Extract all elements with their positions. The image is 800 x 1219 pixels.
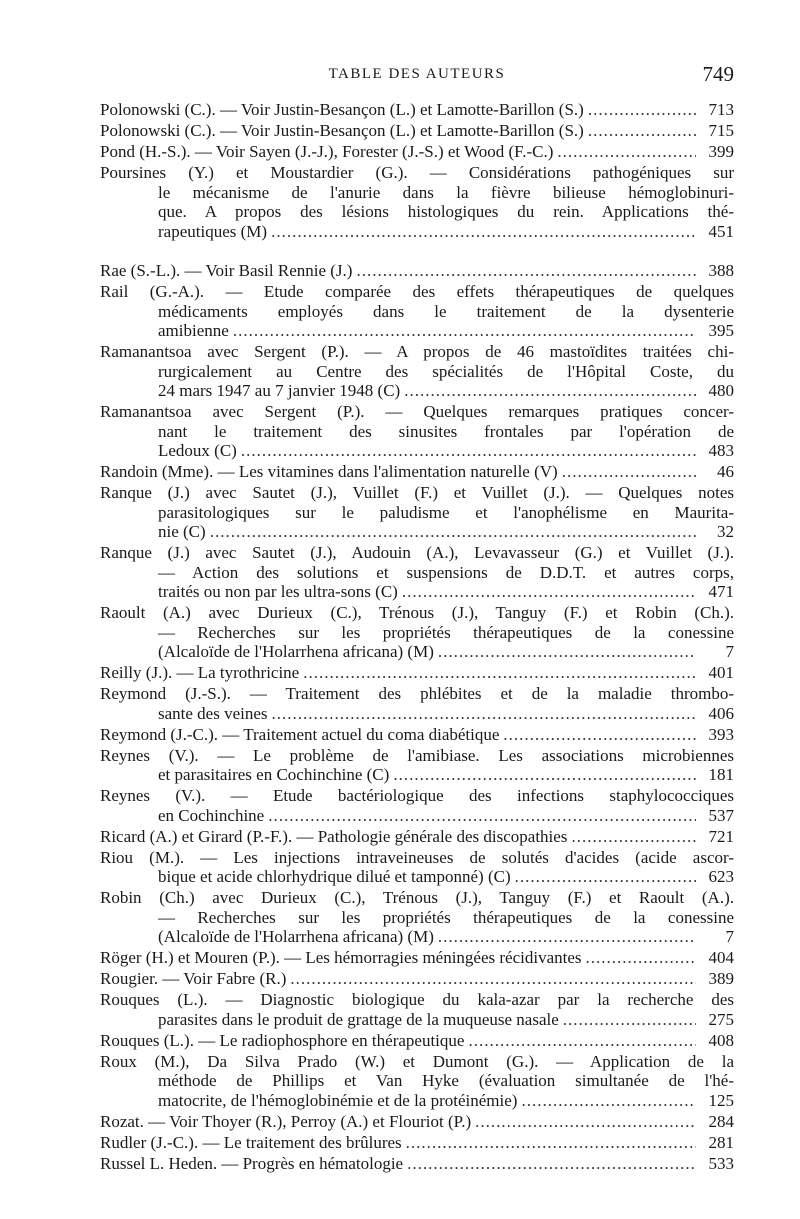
index-entry — [100, 543, 734, 602]
dot-leader — [393, 765, 696, 785]
entry-text: sante des veines — [158, 703, 268, 723]
entry-page-number: 721 — [708, 826, 734, 846]
entry-page-number: 404 — [708, 948, 734, 967]
dot-leader — [557, 142, 696, 162]
entry-text: Raoult (A.) avec Durieux (C.), Trénous (J.), Tanguy (F.) et Robin (Ch.). — [100, 603, 734, 622]
entry-page-number: 537 — [708, 805, 734, 825]
entry-line — [100, 623, 734, 643]
entry-page-number: 471 — [708, 582, 734, 601]
dot-leader — [588, 100, 696, 120]
index-entry — [100, 684, 734, 723]
entry-text: traités ou non par les ultra-sons (C) — [158, 582, 398, 601]
entry-line — [100, 543, 734, 563]
dot-leader — [210, 522, 696, 542]
entry-page-number: 284 — [708, 1111, 734, 1131]
entry-text: amibienne — [158, 321, 229, 340]
entry-text: Rudler (J.-C.). — Le traitement des brûlures — [100, 1132, 402, 1152]
entry-page-number: 388 — [708, 261, 734, 280]
entry-text: Polonowski (C.). — Voir Justin-Besançon (L.) et Lamotte-Barillon (S.) — [100, 100, 584, 119]
entry-line — [100, 1071, 734, 1091]
entry-page-number: 393 — [708, 724, 734, 744]
entry-page-number: 125 — [708, 1090, 734, 1110]
entry-line — [100, 142, 734, 162]
dot-leader — [290, 969, 696, 989]
dot-leader — [241, 441, 696, 461]
entry-text: nant le traitement des sinusites frontales par l'opération de — [158, 421, 734, 441]
entry-line — [100, 1010, 734, 1030]
index-entry — [100, 786, 734, 825]
entry-page-number: 399 — [708, 142, 734, 161]
entry-line — [100, 202, 734, 222]
entry-text: le mécanisme de l'anurie dans la fièvre bilieuse hémoglobinuri- — [158, 182, 734, 202]
dot-leader — [438, 927, 696, 947]
entry-text: — Recherches sur les propriétés thérapeutiques de la conessine — [158, 907, 734, 927]
dot-leader — [475, 1112, 696, 1132]
entry-text: médicaments employés dans le traitement de la dysenterie — [158, 301, 734, 321]
entry-text: Robin (Ch.) avec Durieux (C.), Trénous (J.), Tanguy (F.) et Raoult (A.). — [100, 888, 734, 907]
entry-line — [100, 563, 734, 583]
entry-line — [100, 582, 734, 602]
entry-line — [100, 948, 734, 968]
entry-line — [100, 282, 734, 302]
index-entry — [100, 282, 734, 341]
entry-page-number: 181 — [708, 765, 734, 784]
entry-line — [100, 642, 734, 662]
dot-leader — [356, 261, 696, 281]
index-entry — [100, 342, 734, 401]
entry-line — [100, 1133, 734, 1153]
entry-text: méthode de Phillips et Van Hyke (évaluation simultanée de l'hé- — [158, 1071, 734, 1090]
entry-line — [100, 402, 734, 422]
dot-leader — [272, 704, 696, 724]
entry-text: Reymond (J.-C.). — Traitement actuel du coma diabétique — [100, 724, 500, 744]
entry-text: Rouques (L.). — Le radiophosphore en thérapeutique — [100, 1030, 465, 1050]
entry-text: Russel L. Heden. — Progrès en hématologie — [100, 1153, 404, 1173]
author-index-list — [100, 100, 734, 1175]
entry-line — [100, 522, 734, 542]
entry-line — [100, 261, 734, 281]
entry-text: nie (C) — [158, 522, 206, 541]
index-entry — [100, 1154, 734, 1174]
dot-leader — [562, 462, 696, 482]
entry-line — [100, 1031, 734, 1051]
entry-line — [100, 503, 734, 523]
entry-line — [100, 908, 734, 928]
index-entry — [100, 663, 734, 683]
dot-leader — [521, 1091, 696, 1111]
entry-line — [100, 183, 734, 203]
entry-text: Reilly (J.). — La tyrothricine — [100, 663, 300, 682]
dot-leader — [271, 222, 696, 242]
index-entry — [100, 603, 734, 662]
entry-page-number: 7 — [725, 642, 734, 661]
index-entry — [100, 827, 734, 847]
entry-line — [100, 362, 734, 382]
entry-text: Riou (M.). — Les injections intraveineuses de solutés d'acides (acide ascor- — [100, 847, 734, 867]
entry-text: Rouques (L.). — Diagnostic biologique du kala-azar par la recherche des — [100, 990, 734, 1009]
index-entry — [100, 969, 734, 989]
page-number: 749 — [702, 62, 734, 86]
entry-page-number: 275 — [708, 1009, 734, 1029]
dot-leader — [515, 867, 696, 887]
entry-page-number: 451 — [708, 221, 734, 241]
index-entry — [100, 1031, 734, 1051]
entry-text: Rail (G.-A.). — Etude comparée des effets thérapeutiques de quelques — [100, 282, 734, 301]
dot-leader — [268, 806, 696, 826]
entry-line — [100, 222, 734, 242]
entry-page-number: 32 — [717, 522, 734, 541]
entry-line — [100, 422, 734, 442]
index-entry — [100, 848, 734, 887]
dot-leader — [402, 582, 696, 602]
entry-page-number: 401 — [708, 663, 734, 682]
entry-page-number: 480 — [708, 381, 734, 400]
entry-line — [100, 704, 734, 724]
entry-text: Reymond (J.-S.). — Traitement des phlébites et de la maladie thrombo- — [100, 684, 734, 703]
entry-line — [100, 1154, 734, 1174]
dot-leader — [563, 1010, 696, 1030]
entry-page-number: 281 — [708, 1132, 734, 1152]
dot-leader — [468, 1031, 696, 1051]
entry-text: parasitologiques sur le paludisme et l'anophélisme en Maurita- — [158, 502, 734, 522]
index-entry — [100, 1052, 734, 1111]
entry-line — [100, 848, 734, 868]
index-entry — [100, 121, 734, 141]
entry-line — [100, 100, 734, 120]
entry-line — [100, 483, 734, 503]
entry-text: Ranque (J.) avec Sautet (J.), Audouin (A.), Levavasseur (G.) et Vuillet (J.). — [100, 543, 734, 562]
entry-text: matocrite, de l'hémoglobinémie et de la protéinémie) — [158, 1090, 518, 1110]
entry-page-number: 483 — [708, 441, 734, 460]
entry-text: Reynes (V.). — Etude bactériologique des infections staphylococciques — [100, 786, 734, 805]
entry-line — [100, 786, 734, 806]
entry-line — [100, 302, 734, 322]
entry-text: Ricard (A.) et Girard (P.-F.). — Pathologie générale des discopathies — [100, 826, 568, 846]
index-entry — [100, 483, 734, 542]
index-entry — [100, 462, 734, 482]
index-entry — [100, 948, 734, 968]
entry-text: Roux (M.), Da Silva Prado (W.) et Dumont (G.). — Application de la — [100, 1051, 734, 1071]
dot-leader — [503, 725, 696, 745]
index-entry — [100, 888, 734, 947]
entry-text: 24 mars 1947 au 7 janvier 1948 (C) — [158, 381, 401, 400]
entry-page-number: 623 — [708, 867, 734, 886]
entry-page-number: 389 — [708, 969, 734, 988]
entry-text: Röger (H.) et Mouren (P.). — Les hémorragies méningées récidivantes — [100, 948, 582, 967]
entry-text: — Recherches sur les propriétés thérapeutiques de la conessine — [158, 622, 734, 642]
index-entry — [100, 100, 734, 120]
entry-text: en Cochinchine — [158, 805, 265, 825]
entry-line — [100, 1052, 734, 1072]
entry-line — [100, 1091, 734, 1111]
entry-text: rurgicalement au Centre des spécialités de l'Hôpital Coste, du — [158, 361, 734, 381]
dot-leader — [586, 948, 696, 968]
entry-text: bique et acide chlorhydrique dilué et tamponné) (C) — [158, 867, 511, 886]
entry-text: — Action des solutions et suspensions de D.D.T. et autres corps, — [158, 562, 734, 582]
entry-page-number: 713 — [708, 100, 734, 119]
entry-text: Poursines (Y.) et Moustardier (G.). — Considérations pathogéniques sur — [100, 163, 734, 182]
page-header — [100, 62, 734, 92]
entry-text: Reynes (V.). — Le problème de l'amibiase. Les associations microbiennes — [100, 745, 734, 765]
index-entry — [100, 990, 734, 1029]
index-entry — [100, 261, 734, 281]
entry-text: et parasitaires en Cochinchine (C) — [158, 765, 390, 784]
index-entry — [100, 1133, 734, 1153]
entry-text: rapeutiques (M) — [158, 221, 268, 241]
entry-line — [100, 927, 734, 947]
entry-text: Pond (H.-S.). — Voir Sayen (J.-J.), Forester (J.-S.) et Wood (F.-C.) — [100, 142, 554, 161]
entry-page-number: 533 — [708, 1153, 734, 1173]
entry-text: que. A propos des lésions histologiques du rein. Applications thé- — [158, 202, 734, 221]
dot-leader — [303, 663, 696, 683]
index-entry — [100, 163, 734, 241]
entry-line — [100, 663, 734, 683]
entry-line — [100, 806, 734, 826]
running-title: TABLE DES AUTEURS — [328, 66, 506, 82]
entry-text: Ranque (J.) avec Sautet (J.), Vuillet (F.) et Vuillet (J.). — Quelques notes — [100, 483, 734, 502]
dot-leader — [404, 381, 696, 401]
index-entry — [100, 402, 734, 461]
entry-text: parasites dans le produit de grattage de la muqueuse nasale — [158, 1009, 559, 1029]
entry-line — [100, 603, 734, 623]
entry-line — [100, 765, 734, 785]
dot-leader — [588, 121, 696, 141]
entry-text: Rougier. — Voir Fabre (R.) — [100, 969, 287, 988]
entry-line — [100, 163, 734, 183]
entry-line — [100, 1112, 734, 1132]
entry-text: Ramanantsoa avec Sergent (P.). — A propos de 46 mastoïdites traitées chi- — [100, 342, 734, 361]
entry-text: Ledoux (C) — [158, 441, 237, 460]
index-entry — [100, 142, 734, 162]
entry-text: Randoin (Mme). — Les vitamines dans l'alimentation naturelle (V) — [100, 462, 558, 481]
entry-line — [100, 684, 734, 704]
entry-line — [100, 888, 734, 908]
entry-line — [100, 321, 734, 341]
entry-page-number: 7 — [725, 927, 734, 946]
entry-text: Ramanantsoa avec Sergent (P.). — Quelques remarques pratiques concer- — [100, 402, 734, 421]
entry-line — [100, 121, 734, 141]
entry-line — [100, 969, 734, 989]
entry-page-number: 46 — [717, 462, 734, 481]
dot-leader — [407, 1154, 696, 1174]
dot-leader — [233, 321, 696, 341]
index-entry — [100, 725, 734, 745]
entry-page-number: 395 — [708, 321, 734, 340]
entry-text: Rozat. — Voir Thoyer (R.), Perroy (A.) et Flouriot (P.) — [100, 1111, 472, 1131]
dot-leader — [438, 642, 696, 662]
entry-line — [100, 381, 734, 401]
entry-line — [100, 462, 734, 482]
entry-page-number: 715 — [708, 121, 734, 140]
index-entry — [100, 746, 734, 785]
entry-line — [100, 342, 734, 362]
dot-leader — [406, 1133, 696, 1153]
dot-leader — [571, 827, 696, 847]
entry-line — [100, 990, 734, 1010]
entry-page-number: 406 — [708, 703, 734, 723]
entry-line — [100, 725, 734, 745]
entry-line — [100, 827, 734, 847]
entry-page-number: 408 — [708, 1030, 734, 1050]
entry-text: (Alcaloïde de l'Holarrhena africana) (M) — [158, 927, 434, 946]
index-entry — [100, 1112, 734, 1132]
entry-line — [100, 867, 734, 887]
entry-text: Rae (S.-L.). — Voir Basil Rennie (J.) — [100, 261, 353, 280]
entry-text: (Alcaloïde de l'Holarrhena africana) (M) — [158, 642, 434, 661]
entry-line — [100, 746, 734, 766]
entry-line — [100, 441, 734, 461]
entry-text: Polonowski (C.). — Voir Justin-Besançon (L.) et Lamotte-Barillon (S.) — [100, 121, 584, 140]
